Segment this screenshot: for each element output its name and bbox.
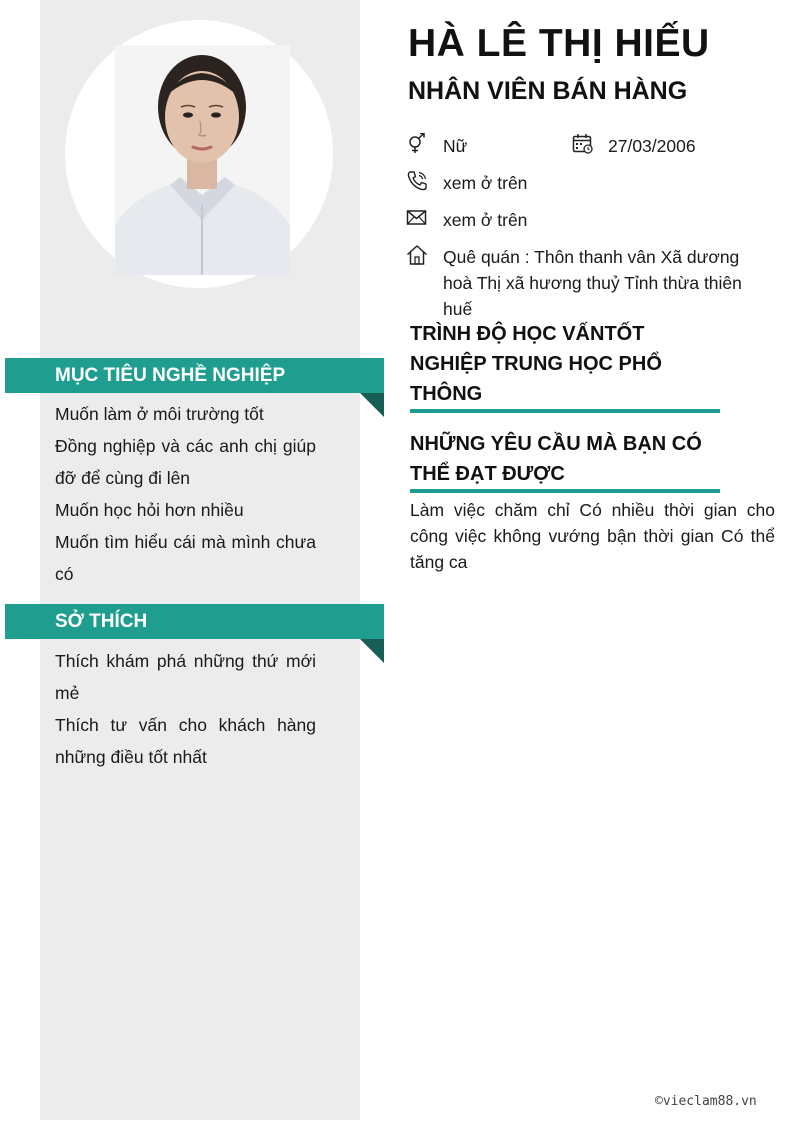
calendar-icon	[572, 133, 594, 155]
mail-icon	[406, 207, 428, 229]
email-row	[406, 207, 527, 233]
gender-icon	[406, 133, 428, 155]
ribbon-fold	[360, 393, 384, 417]
list-item: Muốn làm ở môi trường tốt	[55, 404, 264, 424]
requirements-text: Làm việc chăm chỉ Có nhiều thời gian cho công việc không vướng bận thời gian Có thể tăng ca	[410, 500, 775, 572]
requirements-heading: NHỮNG YÊU CẦU MÀ BẠN CÓ THỂ ĐẠT ĐƯỢC	[410, 433, 702, 485]
hobbies-list	[55, 645, 316, 773]
home-icon	[406, 244, 428, 266]
section-divider	[410, 409, 720, 413]
list-item: Đồng nghiệp và các anh chị giúp đỡ để cùng đi lên	[55, 436, 316, 488]
section-divider	[410, 489, 720, 493]
ribbon-fold	[360, 639, 384, 663]
phone-row	[406, 170, 527, 196]
list-item: Thích khám phá những thứ mới mẻ	[55, 651, 316, 703]
phone-icon	[406, 170, 428, 192]
avatar	[115, 45, 290, 275]
watermark: ©vieclam88.vn	[655, 1094, 757, 1109]
list-item: Thích tư vấn cho khách hàng những điều tốt nhất	[55, 715, 316, 767]
email-value: xem ở trên	[443, 210, 528, 230]
gender-row	[406, 133, 467, 159]
candidate-position: NHÂN VIÊN BÁN HÀNG	[408, 77, 688, 105]
phone-value: xem ở trên	[443, 173, 528, 193]
birthdate-row	[572, 133, 696, 159]
list-item: Muốn tìm hiểu cái mà mình chưa có	[55, 532, 316, 584]
career-goal-heading: MỤC TIÊU NGHỀ NGHIỆP	[5, 358, 384, 393]
address-row	[406, 244, 758, 322]
address-value: Quê quán : Thôn thanh vân Xã dương hoà Thị xã hương thuỷ Tỉnh thừa thiên huế	[443, 247, 742, 319]
birthdate-value: 27/03/2006	[608, 136, 696, 156]
education-heading: TRÌNH ĐỘ HỌC VẤNTỐT NGHIỆP TRUNG HỌC PHỔ THÔNG	[410, 323, 662, 405]
career-goal-list	[55, 398, 316, 590]
hobbies-heading: SỞ THÍCH	[5, 604, 384, 639]
gender-value: Nữ	[443, 136, 468, 156]
candidate-name: HÀ LÊ THỊ HIẾU	[408, 22, 710, 65]
list-item: Muốn học hỏi hơn nhiều	[55, 500, 244, 520]
